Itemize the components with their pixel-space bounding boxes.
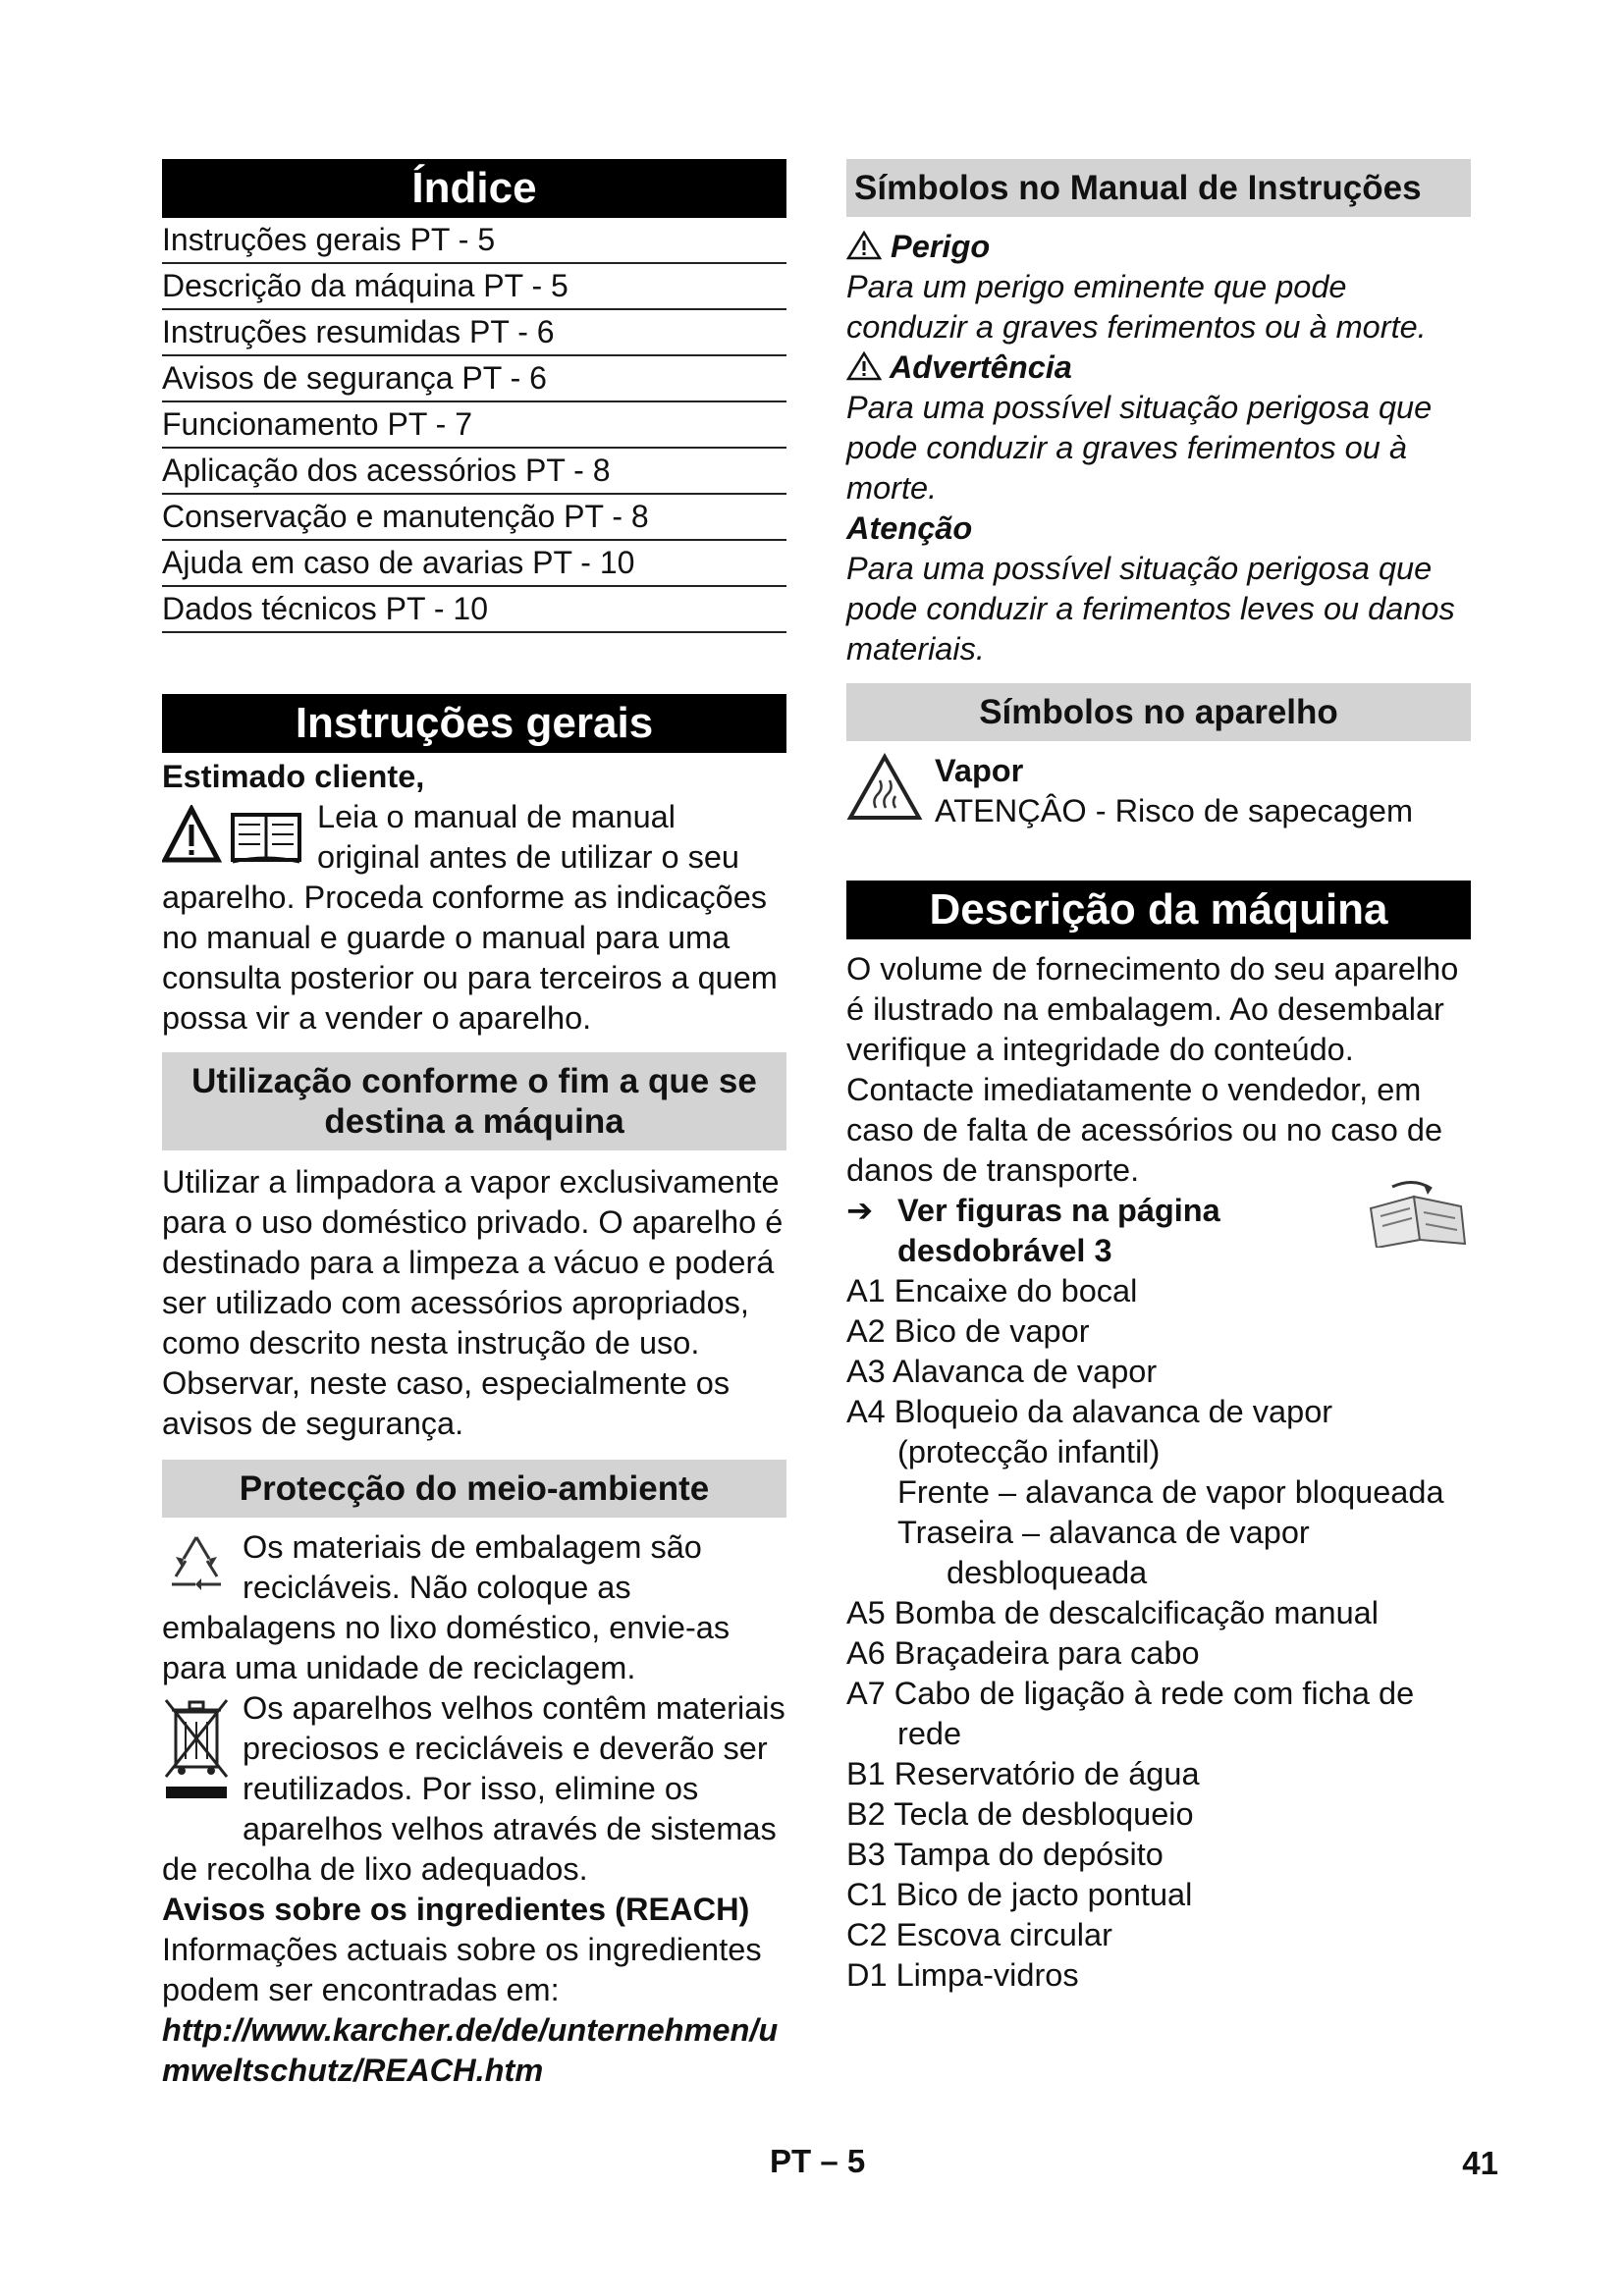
- list-item: D1 Limpa-vidros: [846, 1957, 1079, 1993]
- component-list: [846, 1271, 1471, 1996]
- index-heading: Índice: [162, 159, 786, 218]
- list-item: B3 Tampa do depósito: [846, 1837, 1164, 1872]
- index-list: [162, 218, 786, 633]
- list-sub-item: Frente – alavanca de vapor bloqueada: [897, 1474, 1444, 1510]
- reach-title: Avisos sobre os ingredientes (REACH): [162, 1892, 750, 1927]
- hot-steam-warning-icon: [846, 753, 923, 831]
- warning-text: Para uma possível situação perigosa que pode conduzir a graves ferimentos ou à morte.: [846, 390, 1433, 506]
- index-item[interactable]: Dados técnicos PT - 10: [162, 587, 786, 633]
- recycle-text: Os materiais de embalagem são recicláveis. Não coloque as embalagens no lixo doméstico, envie-as para uma unidade de reciclagem.: [162, 1529, 731, 1685]
- arrow-right-icon: ➔: [846, 1193, 874, 1228]
- reach-text: Informações actuais sobre os ingredientes podem ser encontradas em:: [162, 1932, 762, 2007]
- vapor-text: ATENÇÂO - Risco de sapecagem: [935, 793, 1414, 828]
- list-item: A6 Braçadeira para cabo: [846, 1635, 1200, 1671]
- machine-heading: Descrição da máquina: [846, 881, 1471, 939]
- warning-triangle-icon: [846, 229, 891, 264]
- greeting: Estimado cliente,: [162, 759, 425, 794]
- intended-use-text: Utilizar a limpadora a vapor exclusivamente para o uso doméstico privado. O aparelho é destinado para a limpeza a vácuo e poderá ser utilizado com acessórios apropriados, como descrito nesta instrução de uso. Observar, neste caso, especialmente os avisos de segurança.: [162, 1164, 784, 1441]
- list-item: A7 Cabo de ligação à rede com ficha de rede: [846, 1676, 1415, 1751]
- list-item: A4 Bloqueio da alavanca de vapor (protecção infantil): [846, 1394, 1333, 1469]
- list-item: A5 Bomba de descalcificação manual: [846, 1595, 1379, 1630]
- general-intro-block: [162, 797, 786, 1039]
- list-item: C2 Escova circular: [846, 1917, 1112, 1952]
- index-item[interactable]: Funcionamento PT - 7: [162, 402, 786, 449]
- index-item[interactable]: Descrição da máquina PT - 5: [162, 264, 786, 310]
- right-column: [846, 159, 1471, 1996]
- danger-label: Perigo: [891, 229, 991, 264]
- warning-label: Advertência: [889, 349, 1072, 385]
- intended-use-heading: Utilização conforme o fim a que se destina a máquina: [162, 1052, 786, 1150]
- index-item[interactable]: Avisos de segurança PT - 6: [162, 356, 786, 402]
- index-item[interactable]: Instruções gerais PT - 5: [162, 218, 786, 264]
- general-intro-text: Leia o manual de manual original antes de utilizar o seu aparelho. Proceda conforme as indicações no manual e guarde o manual para uma consulta posterior ou para terceiros a quem possa vir a vender o aparelho.: [162, 799, 778, 1036]
- reach-link[interactable]: http://www.karcher.de/de/unternehmen/umweltschutz/REACH.htm: [162, 2012, 779, 2088]
- index-item[interactable]: Instruções resumidas PT - 6: [162, 310, 786, 356]
- index-item[interactable]: Conservação e manutenção PT - 8: [162, 495, 786, 541]
- page-number: 41: [1462, 2145, 1498, 2181]
- list-item: A3 Alavanca de vapor: [846, 1354, 1158, 1389]
- weee-block: [162, 1688, 786, 1890]
- machine-intro: O volume de fornecimento do seu aparelho é ilustrado na embalagem. Ao desembalar verifique a integridade do conteúdo. Contacte imediatamente o vendedor, em caso de falta de acessórios ou no caso de danos de transporte.: [846, 951, 1459, 1188]
- list-sub-item: Traseira – alavanca de vapor desbloqueada: [897, 1515, 1310, 1590]
- danger-text: Para um perigo eminente que pode conduzir a graves ferimentos ou à morte.: [846, 269, 1427, 345]
- crossed-bin-icon: [162, 1694, 231, 1812]
- list-item: C1 Bico de jacto pontual: [846, 1877, 1193, 1912]
- warning-triangle-icon: [846, 349, 890, 385]
- recycle-block: [162, 1527, 786, 1688]
- weee-text: Os aparelhos velhos contêm materiais preciosos e recicláveis e deverão ser reutilizados. Por isso, elimine os aparelhos velhos através de sistemas de recolha de lixo adequados.: [162, 1690, 785, 1887]
- caution-label: Atenção: [846, 510, 973, 546]
- list-item: A1 Encaixe do bocal: [846, 1273, 1138, 1308]
- danger-label-row: [846, 227, 1471, 267]
- see-figures-note: [846, 1191, 1471, 1271]
- caution-text: Para uma possível situação perigosa que pode conduzir a ferimentos leves ou danos materiais.: [846, 551, 1455, 667]
- list-item: B1 Reservatório de água: [846, 1756, 1200, 1791]
- footer-section-code: PT – 5: [770, 2143, 866, 2179]
- environment-heading: Protecção do meio-ambiente: [162, 1460, 786, 1518]
- warning-label-row: [846, 347, 1471, 388]
- read-manual-warning-icon: [162, 805, 305, 878]
- manual-symbols-heading: Símbolos no Manual de Instruções: [846, 159, 1471, 217]
- left-column: [162, 159, 786, 2091]
- index-item[interactable]: Aplicação dos acessórios PT - 8: [162, 449, 786, 495]
- list-item: A2 Bico de vapor: [846, 1313, 1090, 1349]
- list-item: B2 Tecla de desbloqueio: [846, 1796, 1194, 1832]
- index-item[interactable]: Ajuda em caso de avarias PT - 10: [162, 541, 786, 587]
- vapor-label: Vapor: [935, 753, 1024, 788]
- general-heading: Instruções gerais: [162, 694, 786, 753]
- see-figures-text: Ver figuras na página desdobrável 3: [897, 1193, 1220, 1268]
- foldout-pages-icon: [1363, 1179, 1471, 1257]
- device-symbols-heading: Símbolos no aparelho: [846, 683, 1471, 741]
- vapor-block: [846, 751, 1471, 831]
- recycle-icon: [162, 1531, 231, 1602]
